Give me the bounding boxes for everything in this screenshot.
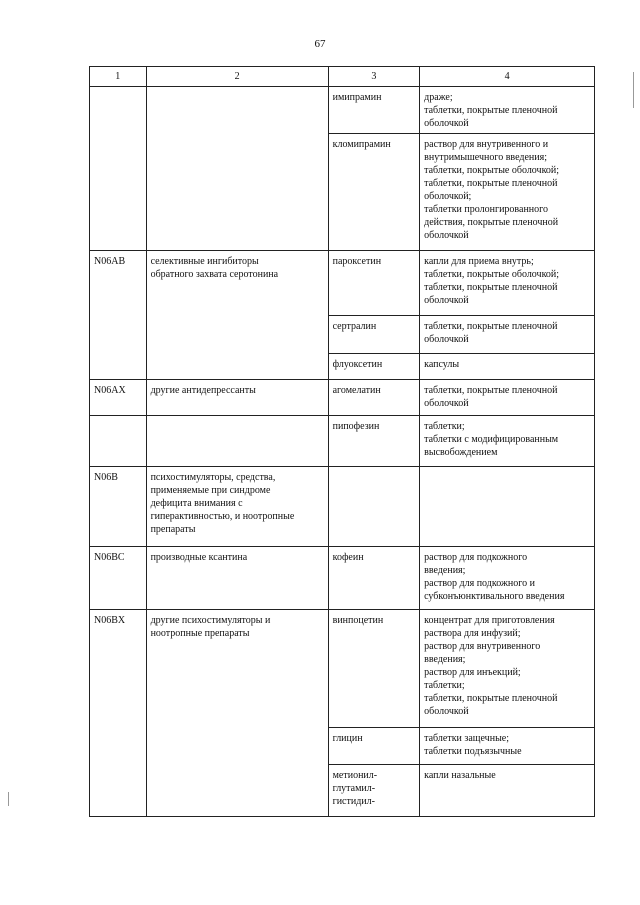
table-row xyxy=(90,380,595,416)
dosage-form-cell: капли назальные xyxy=(420,765,595,817)
atc-code-cell: N06BC xyxy=(90,547,147,610)
atc-code-cell xyxy=(90,416,147,467)
drug-table xyxy=(89,66,595,817)
table-header-row xyxy=(90,67,595,87)
table-row xyxy=(90,610,595,728)
group-name-cell xyxy=(146,416,328,467)
dosage-form-cell: капли для приема внутрь; таблетки, покрытые оболочкой; таблетки, покрытые пленочной оболочкой xyxy=(420,251,595,316)
dosage-form-cell: раствор для подкожного введения; раствор для подкожного и субконъюнктивального введения xyxy=(420,547,595,610)
drug-name-cell: метионил- глутамил- гистидил- xyxy=(328,765,420,817)
dosage-form-cell: концентрат для приготовления раствора для инфузий; раствор для внутривенного введения; раствор для инъекций; таблетки; таблетки, покрытые пленочной оболочкой xyxy=(420,610,595,728)
dosage-form-cell: таблетки, покрытые пленочной оболочкой xyxy=(420,316,595,354)
drug-name-cell: кломипрамин xyxy=(328,134,420,251)
dosage-form-cell: капсулы xyxy=(420,354,595,380)
drug-name-cell: кофеин xyxy=(328,547,420,610)
column-header: 2 xyxy=(146,67,328,87)
group-name-cell: производные ксантина xyxy=(146,547,328,610)
dosage-form-cell: таблетки защечные; таблетки подъязычные xyxy=(420,728,595,765)
scan-edge-mark xyxy=(8,792,9,806)
table-row xyxy=(90,467,595,547)
drug-name-cell: сертралин xyxy=(328,316,420,354)
drug-name-cell xyxy=(328,467,420,547)
drug-name-cell: пароксетин xyxy=(328,251,420,316)
drug-name-cell: глицин xyxy=(328,728,420,765)
dosage-form-cell xyxy=(420,467,595,547)
column-header: 1 xyxy=(90,67,147,87)
atc-code-cell: N06BX xyxy=(90,610,147,817)
drug-name-cell: флуоксетин xyxy=(328,354,420,380)
table-row xyxy=(90,416,595,467)
column-header: 3 xyxy=(328,67,420,87)
drug-name-cell: агомелатин xyxy=(328,380,420,416)
group-name-cell: другие антидепрессанты xyxy=(146,380,328,416)
table-row xyxy=(90,547,595,610)
group-name-cell: другие психостимуляторы и ноотропные препараты xyxy=(146,610,328,817)
group-name-cell xyxy=(146,87,328,251)
dosage-form-cell: раствор для внутривенного и внутримышечного введения; таблетки, покрытые оболочкой; таблетки, покрытые пленочной оболочкой; таблетки пролонгированного действия, покрытые пленочной оболочкой xyxy=(420,134,595,251)
atc-code-cell: N06AB xyxy=(90,251,147,380)
scan-edge-mark xyxy=(633,72,634,108)
table-row xyxy=(90,251,595,316)
drug-name-cell: имипрамин xyxy=(328,87,420,134)
group-name-cell: психостимуляторы, средства, применяемые при синдроме дефицита внимания с гиперактивностью, и ноотропные препараты xyxy=(146,467,328,547)
column-header: 4 xyxy=(420,67,595,87)
group-name-cell: селективные ингибиторы обратного захвата серотонина xyxy=(146,251,328,380)
drug-name-cell: винпоцетин xyxy=(328,610,420,728)
dosage-form-cell: таблетки, покрытые пленочной оболочкой xyxy=(420,380,595,416)
atc-code-cell xyxy=(90,87,147,251)
dosage-form-cell: таблетки; таблетки с модифицированным высвобождением xyxy=(420,416,595,467)
drug-name-cell: пипофезин xyxy=(328,416,420,467)
table-row xyxy=(90,87,595,134)
page-number: 67 xyxy=(314,38,326,50)
atc-code-cell: N06B xyxy=(90,467,147,547)
dosage-form-cell: драже; таблетки, покрытые пленочной оболочкой xyxy=(420,87,595,134)
atc-code-cell: N06AX xyxy=(90,380,147,416)
